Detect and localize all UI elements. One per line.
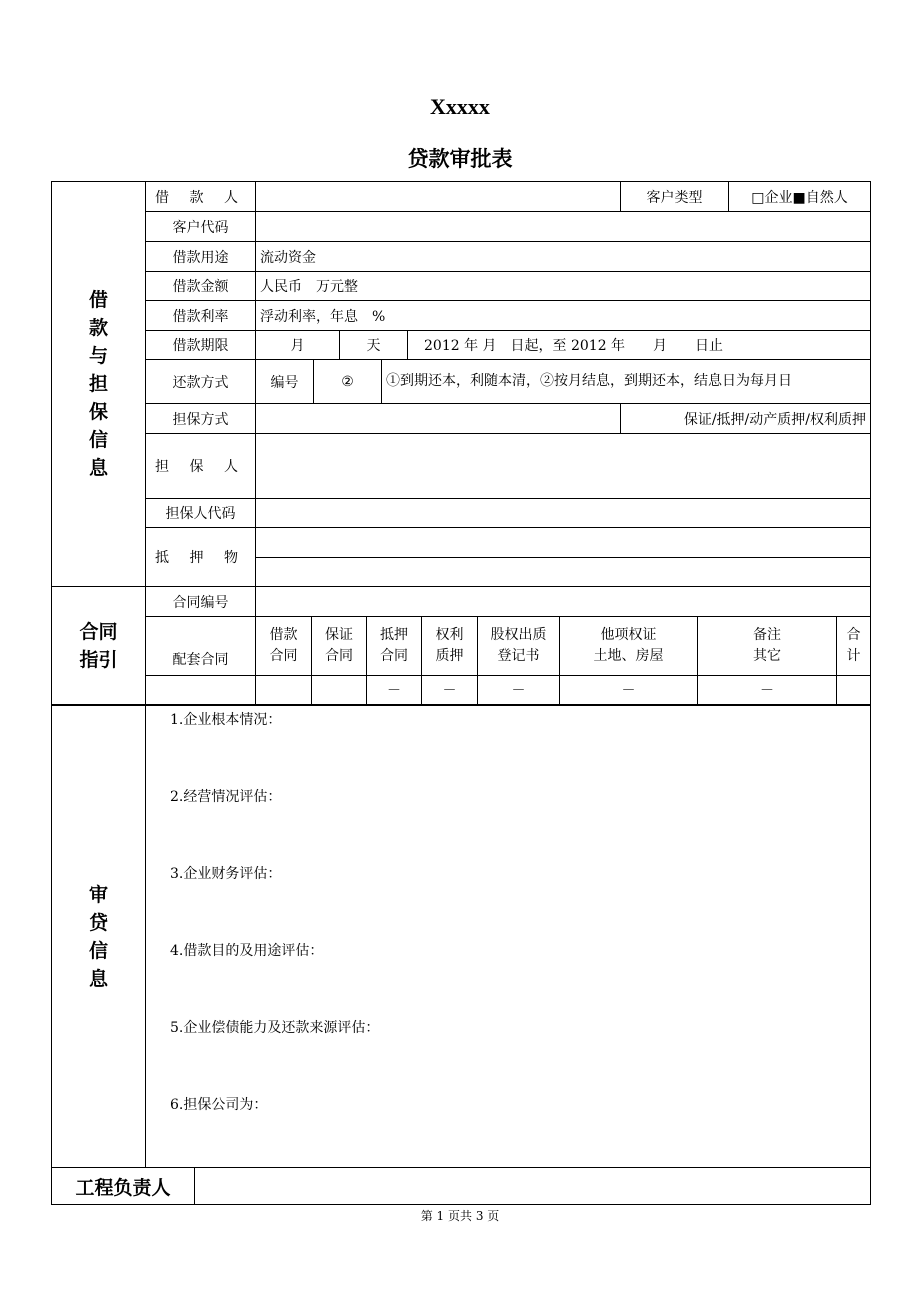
rate-label: 借款利率 [146, 301, 256, 331]
repay-label: 还款方式 [146, 360, 256, 404]
contract-table [51, 586, 871, 705]
section-label-review: 审贷信息 [52, 706, 146, 1168]
section-label-contract: 合同指引 [52, 587, 146, 705]
value-guarantee-contract[interactable] [312, 676, 367, 705]
form-title: 贷款审批表 [407, 147, 513, 171]
value-loan-contract[interactable] [256, 676, 312, 705]
borrower-label: 借 款 人 [146, 182, 256, 212]
section-label-loan: 借款与担保信息 [52, 182, 146, 587]
customer-type-field[interactable]: □企业■自然人 [729, 182, 871, 212]
review-item-operations: 2.经营情况评估： [170, 789, 282, 805]
purpose-label: 借款用途 [146, 242, 256, 272]
value-remarks[interactable]: － [698, 676, 837, 705]
collateral-label: 抵 押 物 [146, 528, 256, 587]
customer-code-label: 客户代码 [146, 212, 256, 242]
manager-field[interactable] [195, 1168, 871, 1205]
rate-field[interactable]: 浮动利率，年息 % [256, 301, 871, 331]
guarantor-label: 担 保 人 [146, 434, 256, 499]
value-rights-pledge[interactable]: － [422, 676, 478, 705]
value-total[interactable] [837, 676, 871, 705]
guarantor-code-label: 担保人代码 [146, 499, 256, 528]
value-mortgage-contract[interactable]: － [367, 676, 422, 705]
collateral-field-1[interactable] [256, 528, 871, 558]
borrower-field[interactable] [256, 182, 621, 212]
loan-guarantee-table [51, 181, 871, 587]
review-item-finance: 3.企业财务评估： [170, 866, 282, 882]
contract-no-label: 合同编号 [146, 587, 256, 617]
term-label: 借款期限 [146, 331, 256, 360]
customer-code-field[interactable] [256, 212, 871, 242]
guarantee-method-options: 保证/抵押/动产质押/权利质押 [621, 404, 871, 434]
repay-code-label: 编号 [256, 360, 314, 404]
review-item-repayment: 5.企业偿债能力及还款来源评估： [170, 1020, 380, 1036]
term-month-field[interactable]: 月 [256, 331, 340, 360]
review-content[interactable] [146, 706, 871, 1168]
review-item-guarantor: 6.担保公司为： [170, 1097, 268, 1113]
matching-contract-value-label [146, 676, 256, 705]
col-rights-pledge: 权利 质押 [422, 617, 478, 676]
value-other-rights[interactable]: － [560, 676, 698, 705]
manager-label: 工程负责人 [52, 1168, 195, 1205]
amount-label: 借款金额 [146, 272, 256, 301]
review-item-purpose: 4.借款目的及用途评估： [170, 943, 324, 959]
document-title: Xxxxx [430, 94, 490, 119]
guarantor-code-field[interactable] [256, 499, 871, 528]
manager-table [51, 1167, 871, 1205]
review-item-basic: 1.企业根本情况： [170, 712, 282, 728]
value-equity-pledge[interactable]: － [478, 676, 560, 705]
review-table [51, 705, 871, 1168]
col-loan-contract: 借款 合同 [256, 617, 312, 676]
term-range-field[interactable]: 2012 年 月 日起，至 2012 年 月 日止 [408, 331, 871, 360]
col-remarks: 备注 其它 [698, 617, 837, 676]
col-guarantee-contract: 保证 合同 [312, 617, 367, 676]
repay-description: ①到期还本，利随本清，②按月结息，到期还本，结息日为每月日 [382, 360, 871, 404]
collateral-field-2[interactable] [256, 558, 871, 587]
purpose-field[interactable]: 流动资金 [256, 242, 871, 272]
col-equity-pledge: 股权出质 登记书 [478, 617, 560, 676]
guarantee-method-label: 担保方式 [146, 404, 256, 434]
page-footer: 第 1 页共 3 页 [420, 1209, 500, 1223]
repay-code-field[interactable]: ② [314, 360, 382, 404]
col-total: 合 计 [837, 617, 871, 676]
guarantor-field[interactable] [256, 434, 871, 499]
matching-contract-label: 配套合同 [146, 617, 256, 676]
guarantee-method-field[interactable] [256, 404, 621, 434]
col-other-rights: 他项权证 土地、房屋 [560, 617, 698, 676]
col-mortgage-contract: 抵押 合同 [367, 617, 422, 676]
term-day-field[interactable]: 天 [340, 331, 408, 360]
amount-field[interactable]: 人民币 万元整 [256, 272, 871, 301]
contract-no-field[interactable] [256, 587, 871, 617]
customer-type-label: 客户类型 [621, 182, 729, 212]
